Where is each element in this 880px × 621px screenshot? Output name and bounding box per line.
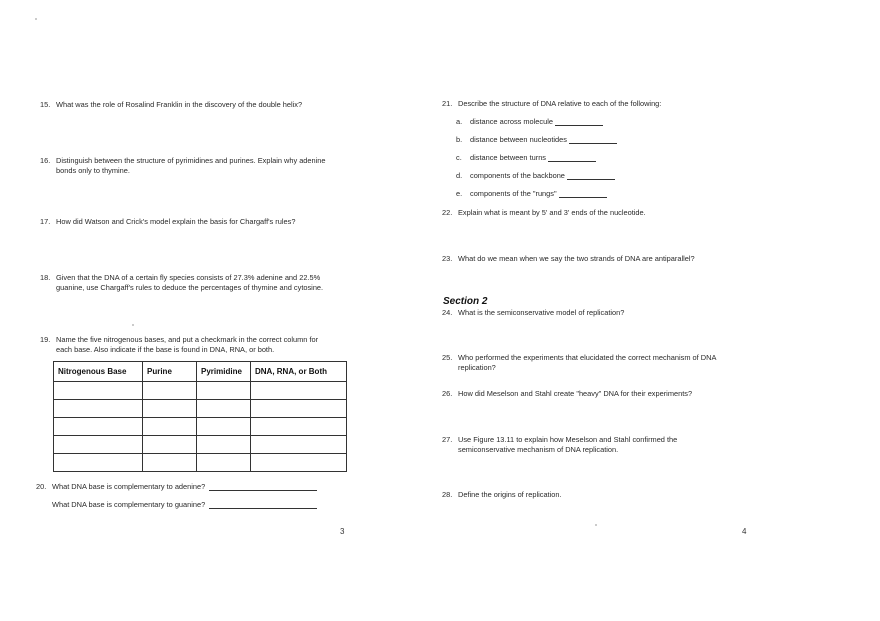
table-cell[interactable] xyxy=(251,382,347,400)
table-row xyxy=(54,436,347,454)
question-21-item-b xyxy=(456,135,617,144)
table-cell[interactable] xyxy=(197,418,251,436)
question-20-line-1 xyxy=(36,482,317,491)
page-number: 4 xyxy=(742,527,747,536)
question-text: Define the origins of replication. xyxy=(458,490,562,499)
table-cell[interactable] xyxy=(251,400,347,418)
item-letter: e. xyxy=(456,189,463,198)
table-cell[interactable] xyxy=(143,418,197,436)
question-26 xyxy=(442,389,842,399)
table-cell[interactable] xyxy=(54,382,143,400)
column-header: DNA, RNA, or Both xyxy=(251,362,347,382)
question-22 xyxy=(442,208,842,218)
column-header: Pyrimidine xyxy=(197,362,251,382)
question-text: What do we mean when we say the two strands of DNA are antiparallel? xyxy=(458,254,695,263)
question-number: 20. xyxy=(36,482,47,491)
column-header: Purine xyxy=(143,362,197,382)
table-cell[interactable] xyxy=(54,436,143,454)
question-number: 27. xyxy=(442,435,453,444)
question-text: How did Watson and Crick's model explain the basis for Chargaff's rules? xyxy=(56,217,296,226)
scan-speck xyxy=(132,324,134,326)
question-number: 21. xyxy=(442,99,453,108)
item-text: components of the backbone xyxy=(470,171,565,180)
table-row xyxy=(54,454,347,472)
scan-speck xyxy=(35,18,37,20)
question-20-line-2 xyxy=(52,500,317,509)
question-number: 17. xyxy=(40,217,51,226)
question-text: Describe the structure of DNA relative to each of the following: xyxy=(458,99,662,108)
question-21-item-e xyxy=(456,189,607,198)
scan-speck xyxy=(595,524,597,526)
question-text: Who performed the experiments that elucidated the correct mechanism of DNA replication? xyxy=(458,353,717,372)
question-18 xyxy=(40,273,410,292)
question-15 xyxy=(40,100,410,110)
question-number: 19. xyxy=(40,335,51,344)
question-28 xyxy=(442,490,842,500)
question-number: 15. xyxy=(40,100,51,109)
table-cell[interactable] xyxy=(54,418,143,436)
table-cell[interactable] xyxy=(197,382,251,400)
question-24 xyxy=(442,308,842,318)
table-cell[interactable] xyxy=(143,400,197,418)
question-number: 26. xyxy=(442,389,453,398)
item-text: distance between turns xyxy=(470,153,547,162)
question-number: 16. xyxy=(40,156,51,165)
answer-blank[interactable] xyxy=(209,501,317,509)
question-17 xyxy=(40,217,410,227)
table-cell[interactable] xyxy=(54,400,143,418)
question-number: 25. xyxy=(442,353,453,362)
answer-blank[interactable] xyxy=(548,154,596,162)
worksheet-page-4 xyxy=(440,0,880,621)
table-cell[interactable] xyxy=(251,454,347,472)
table-cell[interactable] xyxy=(251,436,347,454)
table-cell[interactable] xyxy=(143,436,197,454)
question-number: 28. xyxy=(442,490,453,499)
table-cell[interactable] xyxy=(143,454,197,472)
column-header: Nitrogenous Base xyxy=(54,362,143,382)
table-row xyxy=(54,382,347,400)
question-27 xyxy=(442,435,842,454)
question-text: What DNA base is complementary to guanine? xyxy=(52,500,206,509)
question-text: Explain what is meant by 5' and 3' ends of the nucleotide. xyxy=(458,208,646,217)
question-21-item-d xyxy=(456,171,615,180)
answer-blank[interactable] xyxy=(209,483,317,491)
question-21 xyxy=(442,99,842,109)
question-21-item-a xyxy=(456,117,603,126)
question-number: 23. xyxy=(442,254,453,263)
item-text: distance between nucleotides xyxy=(470,135,567,144)
item-letter: c. xyxy=(456,153,462,162)
question-number: 18. xyxy=(40,273,51,282)
answer-blank[interactable] xyxy=(555,118,603,126)
answer-blank[interactable] xyxy=(567,172,615,180)
item-letter: a. xyxy=(456,117,463,126)
table-cell[interactable] xyxy=(197,400,251,418)
table-header-row xyxy=(54,362,347,382)
question-16 xyxy=(40,156,410,175)
table-cell[interactable] xyxy=(54,454,143,472)
table-cell[interactable] xyxy=(197,436,251,454)
question-text: What DNA base is complementary to adenine? xyxy=(52,482,206,491)
question-text: Given that the DNA of a certain fly species consists of 27.3% adenine and 22.5% guanine, use Chargaff's rules to deduce the percentages of thymine and cytosine. xyxy=(56,273,324,292)
question-text: What is the semiconservative model of replication? xyxy=(458,308,625,317)
table-cell[interactable] xyxy=(251,418,347,436)
question-21-item-c xyxy=(456,153,596,162)
section-title: Section 2 xyxy=(443,296,488,307)
item-letter: d. xyxy=(456,171,463,180)
question-text: How did Meselson and Stahl create "heavy" DNA for their experiments? xyxy=(458,389,693,398)
question-text: Use Figure 13.11 to explain how Meselson and Stahl confirmed the semiconservative mechanism of DNA replication. xyxy=(458,435,678,454)
page-number: 3 xyxy=(340,527,345,536)
table-row xyxy=(54,418,347,436)
question-25 xyxy=(442,353,842,372)
item-letter: b. xyxy=(456,135,463,144)
answer-blank[interactable] xyxy=(559,190,607,198)
answer-blank[interactable] xyxy=(569,136,617,144)
table-cell[interactable] xyxy=(143,382,197,400)
question-number: 22. xyxy=(442,208,453,217)
question-19 xyxy=(40,335,410,354)
question-number: 24. xyxy=(442,308,453,317)
question-text: What was the role of Rosalind Franklin in the discovery of the double helix? xyxy=(56,100,303,109)
table-cell[interactable] xyxy=(197,454,251,472)
question-text: Name the five nitrogenous bases, and put a checkmark in the correct column for each base. Also indicate if the base is found in DNA, RNA, or both. xyxy=(56,335,319,354)
question-text: Distinguish between the structure of pyrimidines and purines. Explain why adenine bonds only to thymine. xyxy=(56,156,326,175)
item-text: components of the "rungs" xyxy=(470,189,557,198)
table-row xyxy=(54,400,347,418)
question-23 xyxy=(442,254,842,264)
nitrogenous-bases-table xyxy=(53,361,347,472)
item-text: distance across molecule xyxy=(470,117,553,126)
